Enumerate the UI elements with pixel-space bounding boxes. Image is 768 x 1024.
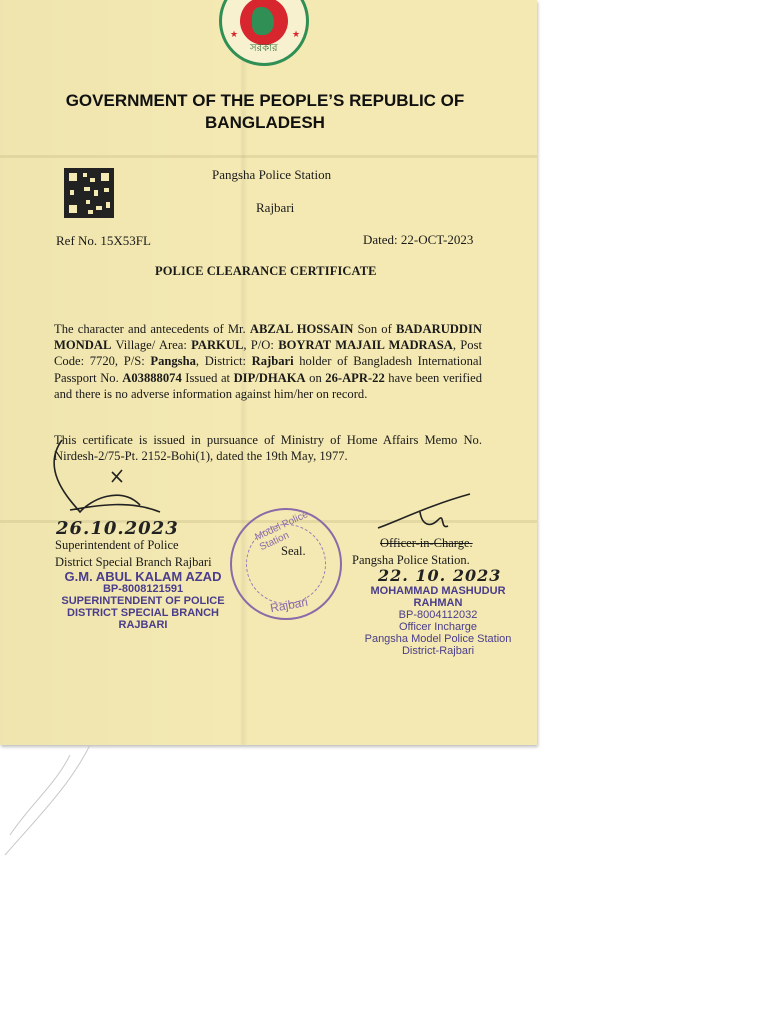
district: Rajbari: [251, 354, 294, 369]
left-stamp-bp: BP-8008121591: [102, 583, 184, 595]
reference-number: Ref No. 15X53FL: [56, 233, 151, 248]
left-handwritten-date: 26.10.2023: [56, 518, 179, 539]
left-official-stamp: [58, 571, 228, 631]
district-name: Rajbari: [256, 200, 295, 215]
right-signature-icon: [378, 494, 470, 528]
post-office: BOYRAT MAJAIL MADRASA: [278, 338, 453, 353]
left-signatory-title: Superintendent of Police: [55, 538, 179, 552]
passport-number: A03888074: [122, 370, 182, 385]
emblem-star-icon: ★: [292, 29, 301, 39]
government-title-line1: GOVERNMENT OF THE PEOPLE’S REPUBLIC OF: [65, 91, 465, 110]
village: PARKUL: [191, 338, 244, 353]
seal-label: Seal.: [281, 544, 306, 558]
left-stamp-title: SUPERINTENDENT OF POLICE: [61, 595, 225, 607]
left-signatory-unit: District Special Branch Rajbari: [55, 555, 212, 569]
seal-arc-bottom-text: Rajbari: [269, 594, 309, 616]
passport-issued-at: DIP/DHAKA: [233, 370, 306, 385]
left-stamp-branch: DISTRICT SPECIAL BRANCH: [67, 607, 219, 619]
seal-arc-top-text: Model Police Station: [253, 509, 310, 554]
right-signatory-title: Officer-in-Charge.: [380, 536, 473, 550]
right-stamp-name: MOHAMMAD MASHUDUR RAHMAN: [370, 585, 506, 609]
left-stamp-name: G.M. ABUL KALAM AZAD: [64, 569, 222, 584]
left-signature-icon: [54, 440, 160, 512]
emblem-star-icon: ★: [230, 29, 239, 39]
left-stamp-place: RAJBARI: [118, 619, 168, 631]
right-signatory-station: Pangsha Police Station.: [352, 553, 470, 567]
date-issued: Dated: 22-OCT-2023: [363, 232, 474, 247]
police-station-name: Pangsha Police Station: [212, 167, 332, 182]
certificate-title: POLICE CLEARANCE CERTIFICATE: [155, 264, 377, 278]
right-handwritten-date: 22. 10. 2023: [378, 566, 502, 585]
emblem-text: সরকার: [250, 43, 278, 54]
certificate-body-paragraph: The character and antecedents of Mr. ABZAL HOSSAIN Son of BADARUDDIN MONDAL Village/ Area: PARKUL, P/O: BOYRAT MAJAIL MADRASA, Post Code: 7720, P/S: Pangsha, District: Rajbari holder of Bangladesh International Passport No. A03888074 Issued at DIP/DHAKA on 26-APR-22 have been verified and there is no adverse information against him/her on record.: [54, 322, 483, 401]
government-title-line2: BANGLADESH: [205, 113, 325, 132]
right-stamp-bp: BP-8004112032: [398, 609, 478, 621]
father-name: BADARUDDIN MONDAL: [54, 322, 482, 353]
right-stamp-title: Officer Incharge: [398, 621, 478, 633]
police-station: Pangsha: [150, 354, 196, 369]
applicant-name: ABZAL HOSSAIN: [249, 322, 354, 336]
right-stamp-station: Pangsha Model Police Station: [364, 633, 512, 645]
passport-issue-date: 26-APR-22: [325, 370, 385, 385]
right-stamp-district: District-Rajbari: [401, 645, 475, 657]
memo-paragraph: This certificate is issued in pursuance of Ministry of Home Affairs Memo No. Nirdesh-2/75-Pt. 2152-Bohi(1), dated the 19th May, 1977.: [54, 433, 482, 464]
police-station-seal: [230, 508, 342, 620]
right-official-stamp: [348, 585, 528, 657]
scan-fiber-marks: [0, 745, 120, 865]
